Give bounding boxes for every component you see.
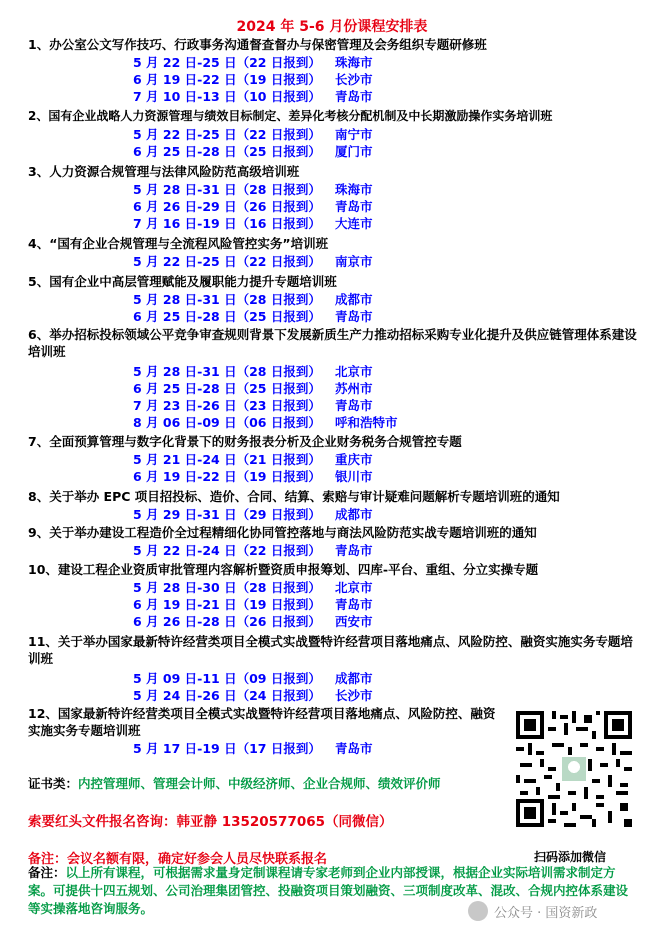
course-10-title: 10、建设工程企业资质审批管理内容解析暨资质申报筹划、四库-平台、重组、分立实操专题 bbox=[28, 562, 539, 577]
wechat-logo-icon bbox=[468, 901, 488, 921]
remark-label: 备注： bbox=[28, 865, 66, 880]
course-1-session-1: 5 月 22 日-25 日（22 日报到） 珠海市 bbox=[133, 55, 373, 70]
watermark-text: 公众号 · 国资新政 bbox=[494, 905, 598, 921]
wechat-watermark bbox=[468, 898, 656, 924]
course-6-session-3: 7 月 23 日-26 日（23 日报到） 青岛市 bbox=[133, 398, 373, 413]
course-7-session-2: 6 月 19 日-22 日（19 日报到） 银川市 bbox=[133, 469, 373, 484]
course-6-session-4: 8 月 06 日-09 日（06 日报到） 呼和浩特市 bbox=[133, 415, 398, 430]
course-11-title: 11、关于举办国家最新特许经营类项目全模式实战暨特许经营项目落地痛点、风险防控、融资实施实务专题培训班 bbox=[28, 634, 633, 666]
course-7-session-1: 5 月 21 日-24 日（21 日报到） 重庆市 bbox=[133, 452, 373, 467]
page-title: 2024 年 5-6 月份课程安排表 bbox=[236, 19, 428, 35]
course-11-session-2: 5 月 24 日-26 日（24 日报到） 长沙市 bbox=[133, 688, 373, 703]
course-6-session-1: 5 月 28 日-31 日（28 日报到） 北京市 bbox=[133, 364, 373, 379]
course-2-title: 2、国有企业战略人力资源管理与绩效目标制定、差异化考核分配机制及中长期激励操作实务培训班 bbox=[28, 109, 553, 123]
course-1-session-3: 7 月 10 日-13 日（10 日报到） 青岛市 bbox=[133, 89, 373, 104]
course-4-title: 4、“国有企业合规管理与全流程风险管控实务”培训班 bbox=[28, 236, 329, 251]
scan-qr-label: 扫码添加微信 bbox=[534, 850, 607, 864]
course-9-session-1: 5 月 22 日-24 日（22 日报到） 青岛市 bbox=[133, 543, 373, 558]
course-6-title: 6、举办招标投标领域公平竞争审查规则背景下发展新质生产力推动招标采购专业化提升及供应链管理体系建设培训班 bbox=[28, 327, 637, 359]
remark-limited-seats: 备注：会议名额有限，确定好参会人员尽快联系报名 bbox=[28, 852, 328, 867]
course-10-session-1: 5 月 28 日-30 日（28 日报到） 北京市 bbox=[133, 580, 373, 595]
course-4-session-1: 5 月 22 日-25 日（22 日报到） 南京市 bbox=[133, 254, 373, 269]
wechat-qr-code bbox=[516, 711, 632, 827]
course-10-session-2: 6 月 19 日-21 日（19 日报到） 青岛市 bbox=[133, 597, 373, 612]
remark-text: 以上所有课程，可根据需求量身定制课程请专家老师到企业内部授课，根据企业实际培训需求制定方案。可提供十四五规划、公司治理集团管控、投融资项目策划融资、三项制度改革、混改、合规内控体系建设等实操落地咨询服务。 bbox=[28, 865, 629, 916]
course-6-session-2: 6 月 25 日-28 日（25 日报到） 苏州市 bbox=[133, 381, 373, 396]
course-12-session-1: 5 月 17 日-19 日（17 日报到） 青岛市 bbox=[133, 741, 373, 756]
course-5-session-1: 5 月 28 日-31 日（28 日报到） 成都市 bbox=[133, 292, 373, 307]
contact-info: 索要红头文件报名咨询：韩亚静 13520577065（同微信） bbox=[28, 814, 393, 830]
course-5-title: 5、国有企业中高层管理赋能及履职能力提升专题培训班 bbox=[28, 274, 337, 289]
course-1-session-2: 6 月 19 日-22 日（19 日报到） 长沙市 bbox=[133, 72, 373, 87]
course-3-session-1: 5 月 28 日-31 日（28 日报到） 珠海市 bbox=[133, 182, 373, 197]
certificates bbox=[28, 774, 441, 792]
course-9-title: 9、关于举办建设工程造价全过程精细化协同管控落地与商法风险防范实战专题培训班的通知 bbox=[28, 525, 537, 540]
course-2-session-1: 5 月 22 日-25 日（22 日报到） 南宁市 bbox=[133, 127, 373, 142]
course-3-session-3: 7 月 16 日-19 日（16 日报到） 大连市 bbox=[133, 216, 373, 231]
certificates-list: 内控管理师、管理会计师、中级经济师、企业合规师、绩效评价师 bbox=[78, 776, 441, 791]
course-10-session-3: 6 月 26 日-28 日（26 日报到） 西安市 bbox=[133, 614, 373, 629]
course-2-session-2: 6 月 25 日-28 日（25 日报到） 厦门市 bbox=[133, 144, 373, 159]
course-3-session-2: 6 月 26 日-29 日（26 日报到） 青岛市 bbox=[133, 199, 373, 214]
course-12-title: 12、国家最新特许经营类项目全模式实战暨特许经营项目落地痛点、风险防控、融资实施实务专题培训班 bbox=[28, 706, 496, 738]
course-8-session-1: 5 月 29 日-31 日（29 日报到） 成都市 bbox=[133, 507, 373, 522]
course-7-title: 7、全面预算管理与数字化背景下的财务报表分析及企业财务税务合规管控专题 bbox=[28, 434, 462, 449]
course-1-title: 1、办公室公文写作技巧、行政事务沟通督查督办与保密管理及会务组织专题研修班 bbox=[28, 37, 487, 52]
course-8-title: 8、关于举办 EPC 项目招投标、造价、合同、结算、索赔与审计疑难问题解析专题培训班的通知 bbox=[28, 489, 560, 504]
course-3-title: 3、人力资源合规管理与法律风险防范高级培训班 bbox=[28, 164, 300, 179]
course-5-session-2: 6 月 25 日-28 日（25 日报到） 青岛市 bbox=[133, 309, 373, 324]
certificates-label: 证书类： bbox=[28, 776, 79, 791]
course-11-session-1: 5 月 09 日-11 日（09 日报到） 成都市 bbox=[133, 671, 373, 686]
